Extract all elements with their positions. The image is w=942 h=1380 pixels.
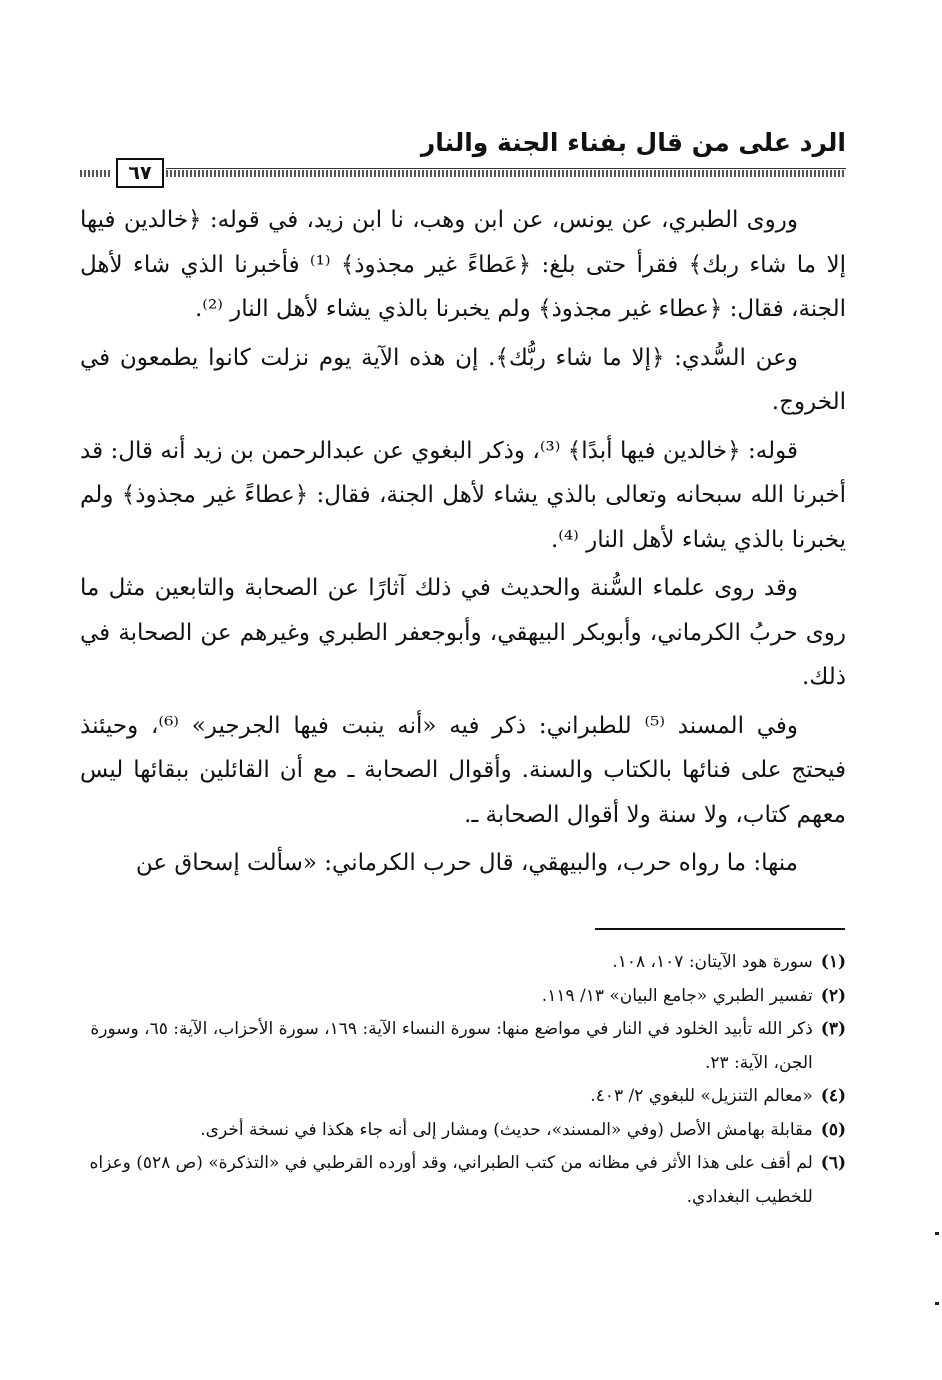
footnote bbox=[80, 1114, 846, 1148]
page-number: ٦٧ bbox=[116, 158, 164, 188]
running-title: الرد على من قال بفناء الجنة والنار bbox=[420, 128, 846, 157]
footnotes bbox=[80, 946, 846, 1214]
paragraph: قوله: ﴿خالدين فيها أبدًا﴾ ⁽³⁾، وذكر البغوي عن عبدالرحمن بن زيد أنه قال: قد أخبرنا الله سبحانه وتعالى بالذي يشاء لأهل الجنة، فقال: ﴿عطاءً غير مجذوذ﴾ ولم يخبرنا بالذي يشاء لأهل النار ⁽⁴⁾. bbox=[80, 437, 846, 553]
footnote-text: لم أقف على هذا الأثر في مظانه من كتب الطبراني، وقد أورده القرطبي في «التذكرة» (ص ٥٢٨) وعزاه للخطيب البغدادي. bbox=[89, 1153, 813, 1207]
footnote-text: سورة هود الآيتان: ١٠٧، ١٠٨. bbox=[612, 952, 813, 972]
footnote bbox=[80, 1080, 846, 1114]
footnote bbox=[80, 1013, 846, 1080]
page-header bbox=[80, 128, 846, 188]
paragraph: وقد روى علماء السُّنة والحديث في ذلك آثارًا عن الصحابة والتابعين مثل ما روى حربُ الكرماني، وأبوبكر البيهقي، وأبوجعفر الطبري وغيرهم عن الصحابة في ذلك. bbox=[80, 575, 846, 690]
footnote-number: (٥) bbox=[820, 1119, 846, 1140]
footnote bbox=[80, 1147, 846, 1214]
footnote-number: (٢) bbox=[820, 985, 846, 1006]
paragraph: منها: ما رواه حرب، والبيهقي، قال حرب الكرماني: «سألت إسحاق عن bbox=[135, 850, 798, 876]
footnote-text: «معالم التنزيل» للبغوي ٢/ ٤٠٣. bbox=[590, 1086, 813, 1106]
footnote-text: ذكر الله تأبيد الخلود في النار في مواضع منها: سورة النساء الآية: ١٦٩، سورة الأحزاب، الآية: ٦٥، وسورة الجن، الآية: ٢٣. bbox=[90, 1019, 813, 1073]
footnote bbox=[80, 946, 846, 980]
scan-speck bbox=[935, 1232, 939, 1235]
footnote-number: (٦) bbox=[820, 1153, 846, 1173]
footnote-separator bbox=[595, 928, 845, 930]
header-rule bbox=[166, 168, 846, 169]
footnote-number: (٣) bbox=[820, 1019, 846, 1039]
footnote-text: تفسير الطبري «جامع البيان» ١٣/ ١١٩. bbox=[541, 985, 813, 1006]
footnote bbox=[80, 980, 846, 1014]
footnote-number: (١) bbox=[820, 952, 846, 972]
paragraph: وفي المسند ⁽⁵⁾ للطبراني: ذكر فيه «أنه ينبت فيها الجرجير» ⁽⁶⁾، وحيئنذ فيحتج على فنائها بالكتاب والسنة. وأقوال الصحابة ـ مع أن القائلين ببقائها ليس معهم كتاب، ولا سنة ولا أقوال الصحابة ـ. bbox=[80, 712, 846, 828]
footnote-number: (٤) bbox=[820, 1086, 846, 1106]
header-dotted-rule-right bbox=[166, 170, 846, 177]
paragraph: وعن السُّدي: ﴿إلا ما شاء ربُّك﴾. إن هذه الآية يوم نزلت كانوا يطمعون في الخروج. bbox=[80, 344, 846, 415]
header-dotted-rule-left bbox=[80, 170, 110, 177]
main-text bbox=[80, 198, 846, 890]
footnote-text: مقابلة بهامش الأصل (وفي «المسند»، حديث) ومشار إلى أنه جاء هكذا في نسخة أخرى. bbox=[200, 1119, 813, 1140]
scan-speck bbox=[935, 1302, 939, 1305]
paragraph: وروى الطبري، عن يونس، عن ابن وهب، نا ابن زيد، في قوله: ﴿خالدين فيها إلا ما شاء ربك﴾ فقرأ حتى بلغ: ﴿عَطاءً غير مجذوذ﴾ ⁽¹⁾ فأخبرنا الذي شاء لأهل الجنة، فقال: ﴿عطاء غير مجذوذ﴾ ولم يخبرنا بالذي يشاء لأهل النار ⁽²⁾. bbox=[80, 207, 846, 322]
